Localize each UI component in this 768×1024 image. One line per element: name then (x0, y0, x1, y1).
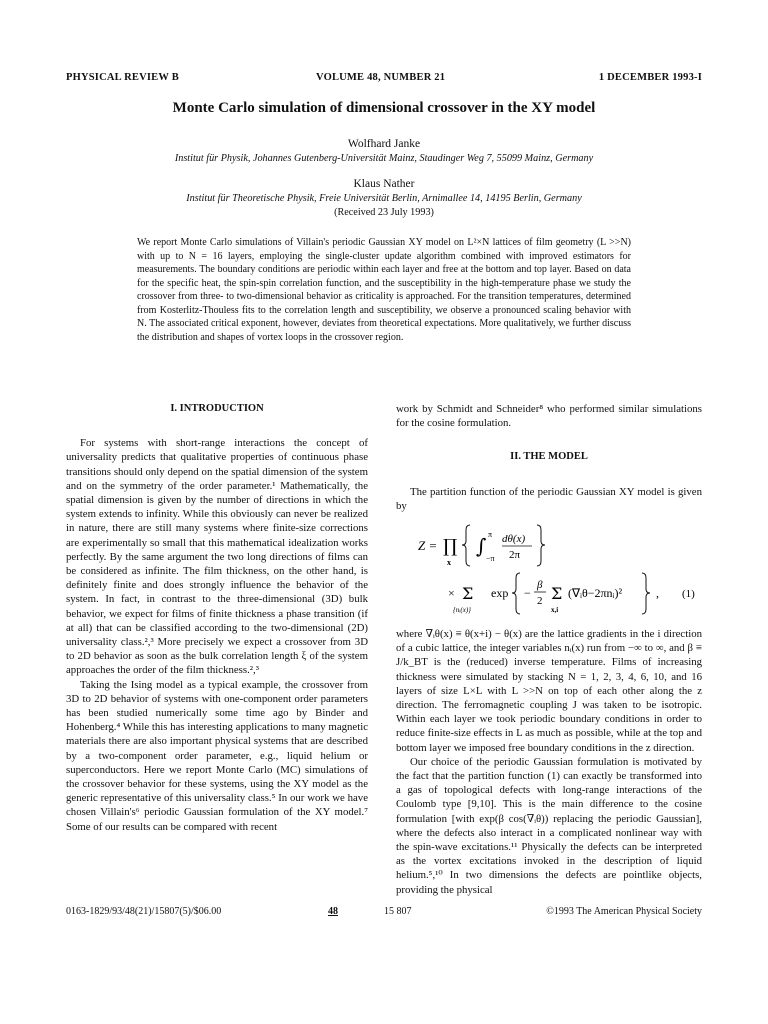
eq-product-sub: x (447, 558, 451, 568)
eq-product: ∏ (443, 536, 458, 558)
running-header (66, 72, 702, 86)
model-paragraph-2: where ∇ᵢθ(x) ≡ θ(x+i) − θ(x) are the lattice gradients in the i direction of a cubic lattice, the integer variables nᵢ(x) run from −∞ to ∞, and β ≡ J/k_BT is the (reduced) inverse temperature. Films of increasing thickness were simulated by stacking N = 1, 2, 3, 4, 6, 10, and 16 layers of size L×L with L >>N on top of each other along the z direction. The ferromagnetic coupling J was taken to be isotropic. Within each layer we took periodic boundary conditions in order to reduce finite-size effects in L as much as possible, while at the top and bottom layer we imposed free boundary conditions in the z direction. (396, 628, 702, 754)
model-paragraph-1: The partition function of the periodic Gaussian XY model is given by (396, 485, 702, 512)
eq-minus: − (524, 586, 531, 601)
eq-denominator: 2π (509, 549, 521, 562)
eq-left-brace-1 (462, 525, 470, 566)
author-1-name: Wolfhard Janke (347, 138, 421, 150)
eq-beta-den: 2 (537, 595, 543, 608)
intro-continuation: work by Schmidt and Schneider⁸ who performed similar simulations for the cosine formulation. (396, 403, 702, 430)
volume-number: 48 (328, 906, 338, 917)
eq-z: Z = (418, 538, 438, 554)
page-number: 15 807 (384, 906, 412, 917)
eq-beta-num: β (537, 579, 543, 592)
eq-sum-1-sub: {nᵢ(x)} (453, 606, 471, 615)
eq-term: (∇ᵢθ−2πnᵢ)² (568, 586, 623, 601)
copyright: ©1993 The American Physical Society (546, 906, 702, 917)
eq-times: × (448, 586, 455, 601)
author-2-name: Klaus Nather (353, 178, 415, 190)
model-paragraph-3: Our choice of the periodic Gaussian formulation is motivated by the fact that the partition function (1) can exactly be transformed into a gas of topological defects with long-range interactions of the Coulomb type [9,10]. This is the main difference to the cosine formulation [with exp(β cos(∇ᵢθ)) replacing the periodic Gaussian], where the defects also interact in a complicated nonlinear way with the spin-wave excitations.¹¹ Physically the defects can be interpreted as the vortex excitations invoked in the description of liquid helium.⁵,¹⁰ In two dimensions the defects are pointlike objects, providing the physical (396, 755, 702, 896)
paper-title: Monte Carlo simulation of dimensional crossover in the XY model (172, 100, 596, 116)
eq-exp: exp (491, 586, 509, 601)
page-footer (66, 906, 702, 920)
eq-int-upper: π (488, 530, 493, 540)
equation-graphic (396, 517, 702, 617)
eq-sum-1: Σ (462, 584, 474, 604)
eq-comma: , (656, 586, 659, 601)
volume-info: VOLUME 48, NUMBER 21 (316, 72, 446, 83)
eq-numerator: dθ(x) (502, 533, 526, 546)
issue-date: 1 DECEMBER 1993-I (598, 72, 702, 83)
eq-right-brace-2 (642, 573, 650, 614)
journal-name: PHYSICAL REVIEW B (66, 72, 179, 83)
eq-right-brace-1 (537, 525, 545, 566)
eq-int-lower: −π (486, 554, 495, 564)
model-heading: II. THE MODEL (510, 451, 588, 463)
eq-integral: ∫ (476, 534, 487, 559)
left-column (66, 402, 368, 834)
author-1-affiliation: Institut für Physik, Johannes Gutenberg-Universität Mainz, Staudinger Weg 7, 55099 Mainz, Germany (174, 153, 594, 164)
article-code: 0163-1829/93/48(21)/15807(5)/$06.00 (66, 906, 222, 917)
right-column (396, 402, 702, 897)
author-2-affiliation: Institut für Theoretische Physik, Freie Universität Berlin, Arnimallee 14, 14195 Berlin, Germany (186, 193, 582, 204)
eq-sum-2-sub: x,i (551, 606, 559, 615)
abstract: We report Monte Carlo simulations of Villain's periodic Gaussian XY model on L²×N lattices of film geometry (L >>N) with up to N = 16 layers, employing the single-cluster update algorithm combined with improved estimators for measurements. The boundary conditions are periodic within each layer and free at the bottom and top layer. Based on data for the specific heat, the spin-spin correlation function, and the susceptibility in the high-temperature phase we study the crossover from three- to two-dimensional behavior as criticality is approached. For the transition temperatures, determined from Kosterlitz-Thouless fits to the correlation length and susceptibility, we observe a pronounced scaling behavior with N. The associated critical exponent, however, deviates from theoretical expectations. More qualitatively, we further discuss the distribution and shapes of vortex loops in the crossover region. (137, 237, 631, 343)
partition-function-equation (396, 517, 702, 617)
intro-paragraph-2: Taking the Ising model as a typical example, the crossover from 3D to 2D behavior of systems with one-component order parameters has been studied numerically some time ago by Binder and Hohenberg.⁴ While this has interesting applications to many magnetic materials there are also important physical systems that are described by a two-component order parameter, e.g., liquid helium or superconductors. Here we report Monte Carlo (MC) simulations of the crossover behavior for these systems, using the XY model as the generic representative of this universality class.⁵ In our work we have chosen Villain's⁶ periodic Gaussian formulation of the XY model.⁷ Some of our results can be compared with recent (66, 678, 368, 833)
intro-heading: I. INTRODUCTION (170, 403, 264, 414)
intro-paragraph-1: For systems with short-range interactions the concept of universality predicts that qualitative properties of continuous phase transitions should only depend on the spatial dimension of the system and on the symmetry of the order parameter.¹ Mathematically, the spatial dimension is given by the number of directions in which the system extends to infinity. While this obviously can never be realized in nature, there are still many systems where finite-size corrections are experimentally so small that this mathematical idealization works perfectly. By the same argument the two long directions of films can be considered as infinite. The film thickness, on the other hand, is definitely finite and does strongly influence the behavior of the system. In fact, in contrast to the three-dimensional (3D) bulk behavior, we expect for films of finite thickness a phase transition (if at all) that can be classified according to the two-dimensional (2D) universality class.²,³ More precisely we expect a crossover from 3D to 2D behavior as soon as the bulk correlation length ξ of the system approaches the order of the film thickness.²,³ (66, 437, 368, 677)
eq-left-brace-2 (512, 573, 520, 614)
received-date: (Received 23 July 1993) (334, 207, 434, 218)
eq-sum-2: Σ (551, 584, 563, 604)
eq-number: (1) (682, 588, 695, 601)
